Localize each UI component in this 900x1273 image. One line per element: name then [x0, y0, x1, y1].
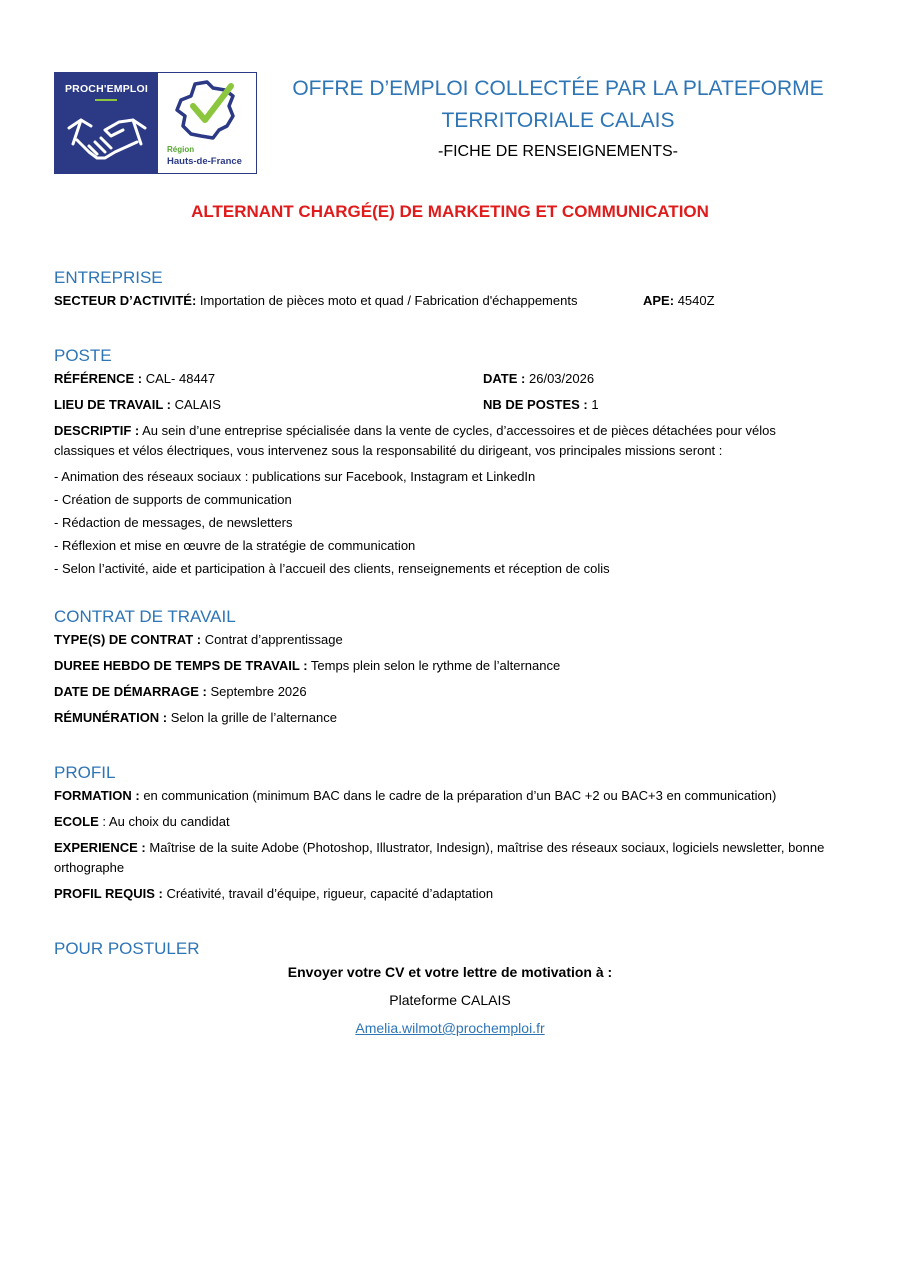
- mission-item: - Création de supports de communication: [54, 492, 292, 507]
- descriptif-paragraph: [54, 421, 834, 461]
- lieu-row: [54, 395, 221, 415]
- remuneration-row: [54, 708, 337, 728]
- job-title: ALTERNANT CHARGÉ(E) DE MARKETING ET COMMUNICATION: [191, 202, 709, 221]
- formation-value: en communication (minimum BAC dans le cadre de la préparation d’un BAC +2 ou BAC+3 en communication): [143, 788, 777, 803]
- descriptif-value: Au sein d’une entreprise spécialisée dans la vente de cycles, d’accessoires et de pièces détachées pour vélos classiques et vélos électriques, vous intervenez sous la responsabilité du dirigeant, vos principales missions seront :: [54, 423, 776, 458]
- mission-item: - Selon l’activité, aide et participation à l’accueil des clients, renseignements et réception de colis: [54, 561, 610, 576]
- duree-row: [54, 656, 560, 676]
- profil-requis-value: Créativité, travail d’équipe, rigueur, capacité d’adaptation: [166, 886, 494, 901]
- remuneration-label: RÉMUNÉRATION :: [54, 710, 168, 725]
- mission-item: - Rédaction de messages, de newsletters: [54, 515, 293, 530]
- ape-label: APE:: [643, 293, 675, 308]
- section-heading-profil: PROFIL: [54, 763, 116, 782]
- section-heading-entreprise: ENTREPRISE: [54, 268, 163, 287]
- nb-postes-row: [483, 395, 599, 415]
- ecole-row: [54, 812, 230, 832]
- remuneration-value: Selon la grille de l’alternance: [170, 710, 337, 725]
- ecole-value: : Au choix du candidat: [102, 814, 230, 829]
- secteur-value: Importation de pièces moto et quad / Fabrication d'échappements: [199, 293, 578, 308]
- section-heading-poste: POSTE: [54, 346, 112, 365]
- contrat-type-label: TYPE(S) DE CONTRAT :: [54, 632, 202, 647]
- section-heading-postuler: POUR POSTULER: [54, 939, 200, 958]
- date-value: 26/03/2026: [529, 371, 595, 386]
- section-heading-contrat: CONTRAT DE TRAVAIL: [54, 607, 236, 626]
- prochemploi-logo: [54, 72, 257, 174]
- page-title-line-2: TERRITORIALE CALAIS: [441, 109, 675, 132]
- contrat-type-value: Contrat d’apprentissage: [204, 632, 343, 647]
- page-title-line-1: OFFRE D’EMPLOI COLLECTÉE PAR LA PLATEFORME: [292, 77, 824, 100]
- profil-requis-label: PROFIL REQUIS :: [54, 886, 163, 901]
- nb-postes-label: NB DE POSTES :: [483, 397, 588, 412]
- reference-value: CAL- 48447: [145, 371, 216, 386]
- ape-value: 4540Z: [677, 293, 715, 308]
- ecole-label: ECOLE: [54, 814, 99, 829]
- mission-item: - Réflexion et mise en œuvre de la stratégie de communication: [54, 538, 416, 553]
- experience-value: Maîtrise de la suite Adobe (Photoshop, Illustrator, Indesign), maîtrise des réseaux sociaux, logiciels newsletter, bonne orthographe: [54, 840, 825, 875]
- logo-region-panel: [158, 73, 256, 173]
- france-map-icon: [173, 80, 243, 142]
- ape-row: [643, 291, 715, 311]
- logo-brand-text: PROCH'EMPLOI: [64, 83, 149, 95]
- apply-email-link[interactable]: Amelia.wilmot@prochemploi.fr: [355, 1020, 545, 1036]
- demarrage-row: [54, 682, 307, 702]
- demarrage-value: Septembre 2026: [210, 684, 307, 699]
- logo-brand-panel: [55, 73, 158, 173]
- checkmark-icon: [193, 86, 231, 120]
- reference-label: RÉFÉRENCE :: [54, 371, 143, 386]
- lieu-value: CALAIS: [174, 397, 221, 412]
- duree-label: DUREE HEBDO DE TEMPS DE TRAVAIL :: [54, 658, 308, 673]
- region-label: Région: [167, 145, 195, 154]
- formation-label: FORMATION :: [54, 788, 140, 803]
- formation-row: [54, 786, 776, 806]
- descriptif-label: DESCRIPTIF :: [54, 423, 140, 438]
- secteur-label: SECTEUR D’ACTIVITÉ:: [54, 293, 197, 308]
- logo-underline: [95, 99, 117, 101]
- apply-email-row: [0, 1018, 900, 1038]
- demarrage-label: DATE DE DÉMARRAGE :: [54, 684, 207, 699]
- handshake-icon: [67, 106, 147, 164]
- date-row: [483, 369, 594, 389]
- experience-label: EXPERIENCE :: [54, 840, 146, 855]
- duree-value: Temps plein selon le rythme de l’alternance: [310, 658, 561, 673]
- page-subtitle: -FICHE DE RENSEIGNEMENTS-: [437, 143, 678, 160]
- experience-paragraph: [54, 838, 834, 878]
- date-label: DATE :: [483, 371, 526, 386]
- mission-item: - Animation des réseaux sociaux : publications sur Facebook, Instagram et LinkedIn: [54, 469, 536, 484]
- apply-platform: Plateforme CALAIS: [389, 992, 511, 1008]
- secteur-row: [54, 291, 577, 311]
- reference-row: [54, 369, 215, 389]
- contrat-type-row: [54, 630, 343, 650]
- region-name: Hauts-de-France: [167, 156, 242, 167]
- nb-postes-value: 1: [591, 397, 599, 412]
- profil-requis-row: [54, 884, 493, 904]
- lieu-label: LIEU DE TRAVAIL :: [54, 397, 171, 412]
- apply-intro: Envoyer votre CV et votre lettre de motivation à :: [287, 964, 613, 980]
- page-title: [290, 73, 826, 137]
